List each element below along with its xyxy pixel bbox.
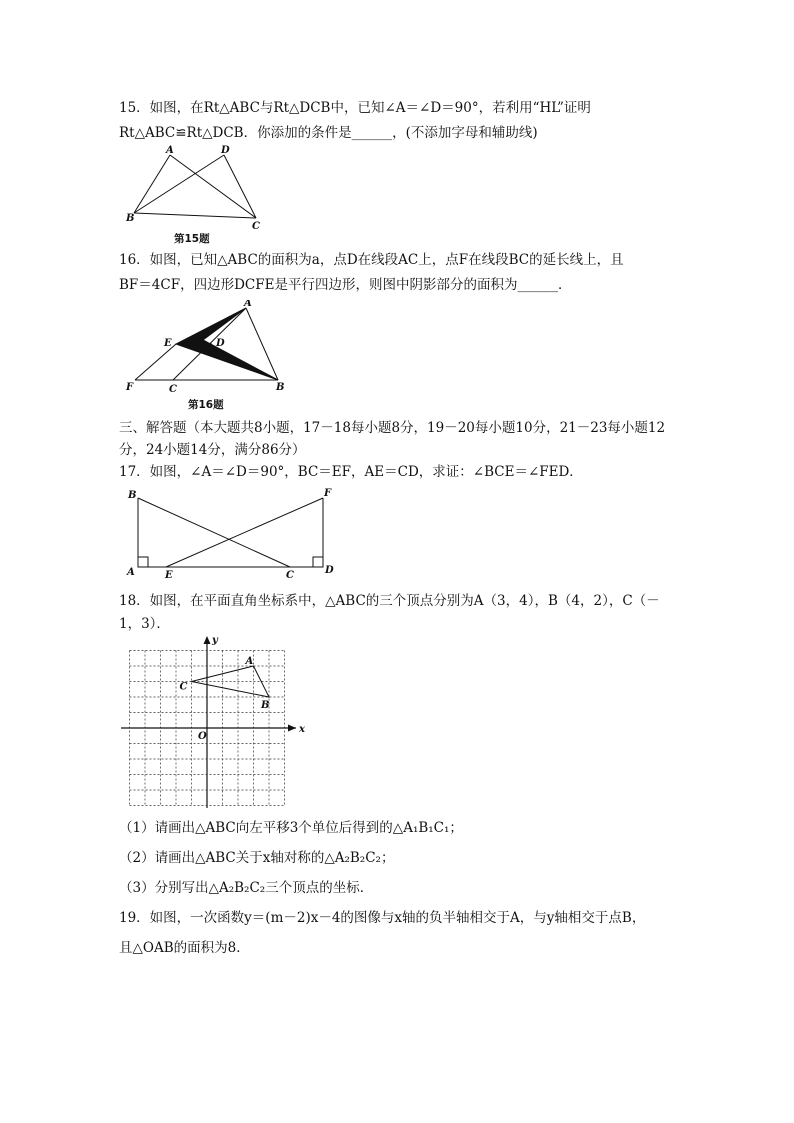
q16-text-line1: 16．如图，已知△ABC的面积为a，点D在线段AC上，点F在线段BC的延长线上，且 <box>119 252 624 268</box>
q18-text-line1: 18．如图，在平面直角坐标系中，△ABC的三个顶点分别为A（3，4），B（4，2），C（－ <box>119 593 660 609</box>
q18-sub3: （3）分别写出△A₂B₂C₂三个顶点的坐标． <box>119 880 374 896</box>
q18-label-c: C <box>179 681 188 693</box>
q18-origin-label: O <box>198 731 207 742</box>
section3-header-line2: 分，24小题14分，满分86分） <box>119 442 306 458</box>
q16-figure <box>118 300 298 415</box>
q15-caption: 第15题 <box>174 233 210 245</box>
q16-text-line2: BF＝4CF，四边形DCFE是平行四边形，则图中阴影部分的面积为______． <box>119 277 572 293</box>
q18-x-axis-label: x <box>299 724 305 735</box>
q18-sub2: （2）请画出△ABC关于x轴对称的△A₂B₂C₂； <box>119 850 395 866</box>
q16-label-a: A <box>244 300 252 309</box>
q18-label-a: A <box>245 656 254 667</box>
q17-label-a: A <box>127 567 135 578</box>
q17-label-d: D <box>325 565 334 576</box>
section3-header-line1: 三、解答题（本大题共8小题，17－18每小题8分，19－20每小题10分，21－23每小题12 <box>119 420 666 436</box>
q17-text-line1: 17．如图，∠A＝∠D＝90°，BC＝EF，AE＝CD，求证：∠BCE＝∠FED． <box>119 464 583 480</box>
q17-label-c: C <box>286 570 294 581</box>
q18-sub1: （1）请画出△ABC向左平移3个单位后得到的△A₁B₁C₁； <box>119 820 463 836</box>
q18-y-axis-label: y <box>212 635 218 646</box>
q17-label-f: F <box>324 488 332 499</box>
q15-label-d: D <box>221 145 230 156</box>
q16-label-e: E <box>164 338 172 349</box>
q16-label-b: B <box>276 382 285 393</box>
q19-text-line2: 且△OAB的面积为8． <box>119 940 250 956</box>
q16-label-d: D <box>216 338 225 349</box>
q15-text-line2: Rt△ABC≌Rt△DCB．你添加的条件是______，(不添加字母和辅助线) <box>119 125 538 141</box>
q16-label-c: C <box>169 384 177 395</box>
q15-text-line1: 15．如图，在Rt△ABC与Rt△DCB中，已知∠A＝∠D＝90°，若利用“HL”证明 <box>119 100 591 116</box>
q17-figure <box>118 484 343 584</box>
q17-label-e: E <box>165 570 173 581</box>
q16-label-f: F <box>126 382 134 393</box>
q18-coordinate-grid <box>118 633 313 813</box>
q15-label-c: C <box>252 221 260 232</box>
q19-text-line1: 19．如图，一次函数y＝(m－2)x－4的图像与x轴的负半轴相交于A，与y轴相交于点B， <box>119 910 646 926</box>
q17-label-b: B <box>128 490 137 501</box>
q15-label-a: A <box>166 145 174 156</box>
q15-label-b: B <box>126 213 135 224</box>
q18-text-line2: 1，3）． <box>119 616 170 632</box>
q16-caption: 第16题 <box>188 399 224 411</box>
q18-label-b: B <box>261 700 270 711</box>
q15-figure <box>118 143 278 251</box>
